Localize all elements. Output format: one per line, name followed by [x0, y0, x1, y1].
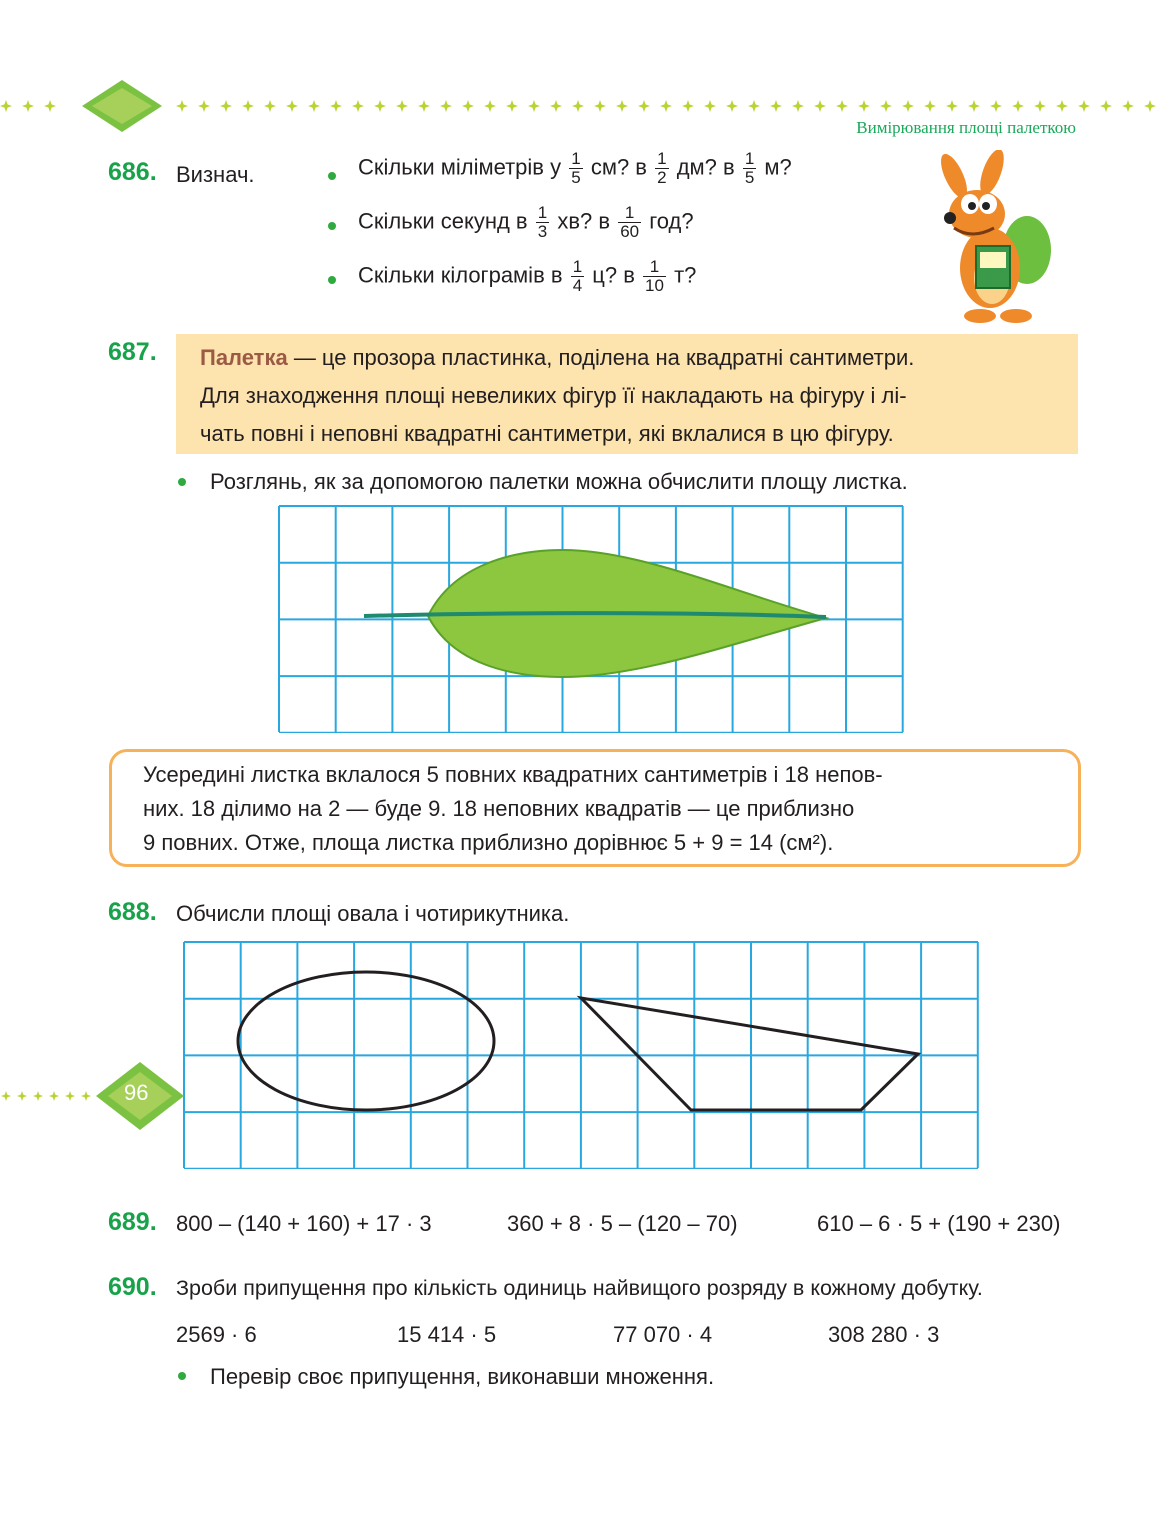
task-686-number: 686. [108, 158, 157, 186]
bottom-ornament-border [0, 1062, 200, 1132]
task-689-number: 689. [108, 1208, 157, 1236]
shapes-grid [183, 941, 979, 1169]
note-line-1: Усередині листка вклалося 5 повних квадратних сантиметрів і 18 непов- [143, 762, 883, 787]
task-690-product-1: 2569 · 6 [176, 1322, 257, 1347]
task-689-expr-3: 610 – 6 · 5 + (190 + 230) [817, 1211, 1061, 1236]
note-line-3: 9 повних. Отже, площа листка приблизно дорівнює 5 + 9 = 14 (см²). [143, 830, 834, 855]
rule-term: Палетка [200, 345, 288, 370]
task-686-line-2: Скільки секунд в $\frac{1}{3}$ хв? в $\frac{1}{60}$ год? [358, 203, 694, 241]
note-line-2: них. 18 ділимо на 2 — буде 9. 18 неповних квадратів — це приблизно [143, 796, 855, 821]
task-687-bullet-text: Розглянь, як за допомогою палетки можна обчислити площу листка. [210, 469, 908, 494]
bullet [328, 276, 336, 284]
running-head: Вимірювання площі палеткою [856, 118, 1076, 137]
leaf-palette-grid [278, 505, 904, 733]
task-687-number: 687. [108, 338, 157, 366]
task-690-product-4: 308 280 · 3 [828, 1322, 940, 1347]
bullet [328, 222, 336, 230]
bullet [178, 478, 186, 486]
oval-shape [238, 972, 494, 1110]
kangaroo-mascot [932, 150, 1062, 325]
task-688-text: Обчисли площі овала і чотирикутника. [176, 901, 570, 926]
task-690-product-2: 15 414 · 5 [397, 1322, 497, 1347]
rule-line-2: Для знаходження площі невеликих фігур її накладають на фігуру і лі- [200, 383, 907, 408]
quadrilateral-shape [581, 998, 918, 1110]
task-689-expr-1: 800 – (140 + 160) + 17 · 3 [176, 1211, 432, 1236]
task-690-bullet-text: Перевір своє припущення, виконавши множення. [210, 1364, 715, 1389]
task-686-line-1: Скільки міліметрів у $\frac{1}{5}$ см? в $\frac{1}{2}$ дм? в $\frac{1}{5}$ м? [358, 149, 792, 187]
bullet [328, 172, 336, 180]
task-686-line-3: Скільки кілограмів в $\frac{1}{4}$ ц? в $\frac{1}{10}$ т? [358, 257, 697, 295]
task-690-product-3: 77 070 · 4 [613, 1322, 713, 1347]
task-686-label: Визнач. [176, 162, 255, 187]
task-690-number: 690. [108, 1273, 157, 1301]
task-689-expr-2: 360 + 8 · 5 – (120 – 70) [507, 1211, 738, 1236]
rule-line-1: Палетка — це прозора пластинка, поділена на квадратні сантиметри. [200, 345, 915, 370]
rule-line-3: чать повні і неповні квадратні сантиметри, які вклалися в цю фігуру. [200, 421, 894, 446]
bullet [178, 1372, 186, 1380]
page-number: 96 [124, 1080, 149, 1105]
task-690-text: Зроби припущення про кількість одиниць найвищого розряду в кожному добутку. [176, 1276, 983, 1300]
task-688-number: 688. [108, 898, 157, 926]
